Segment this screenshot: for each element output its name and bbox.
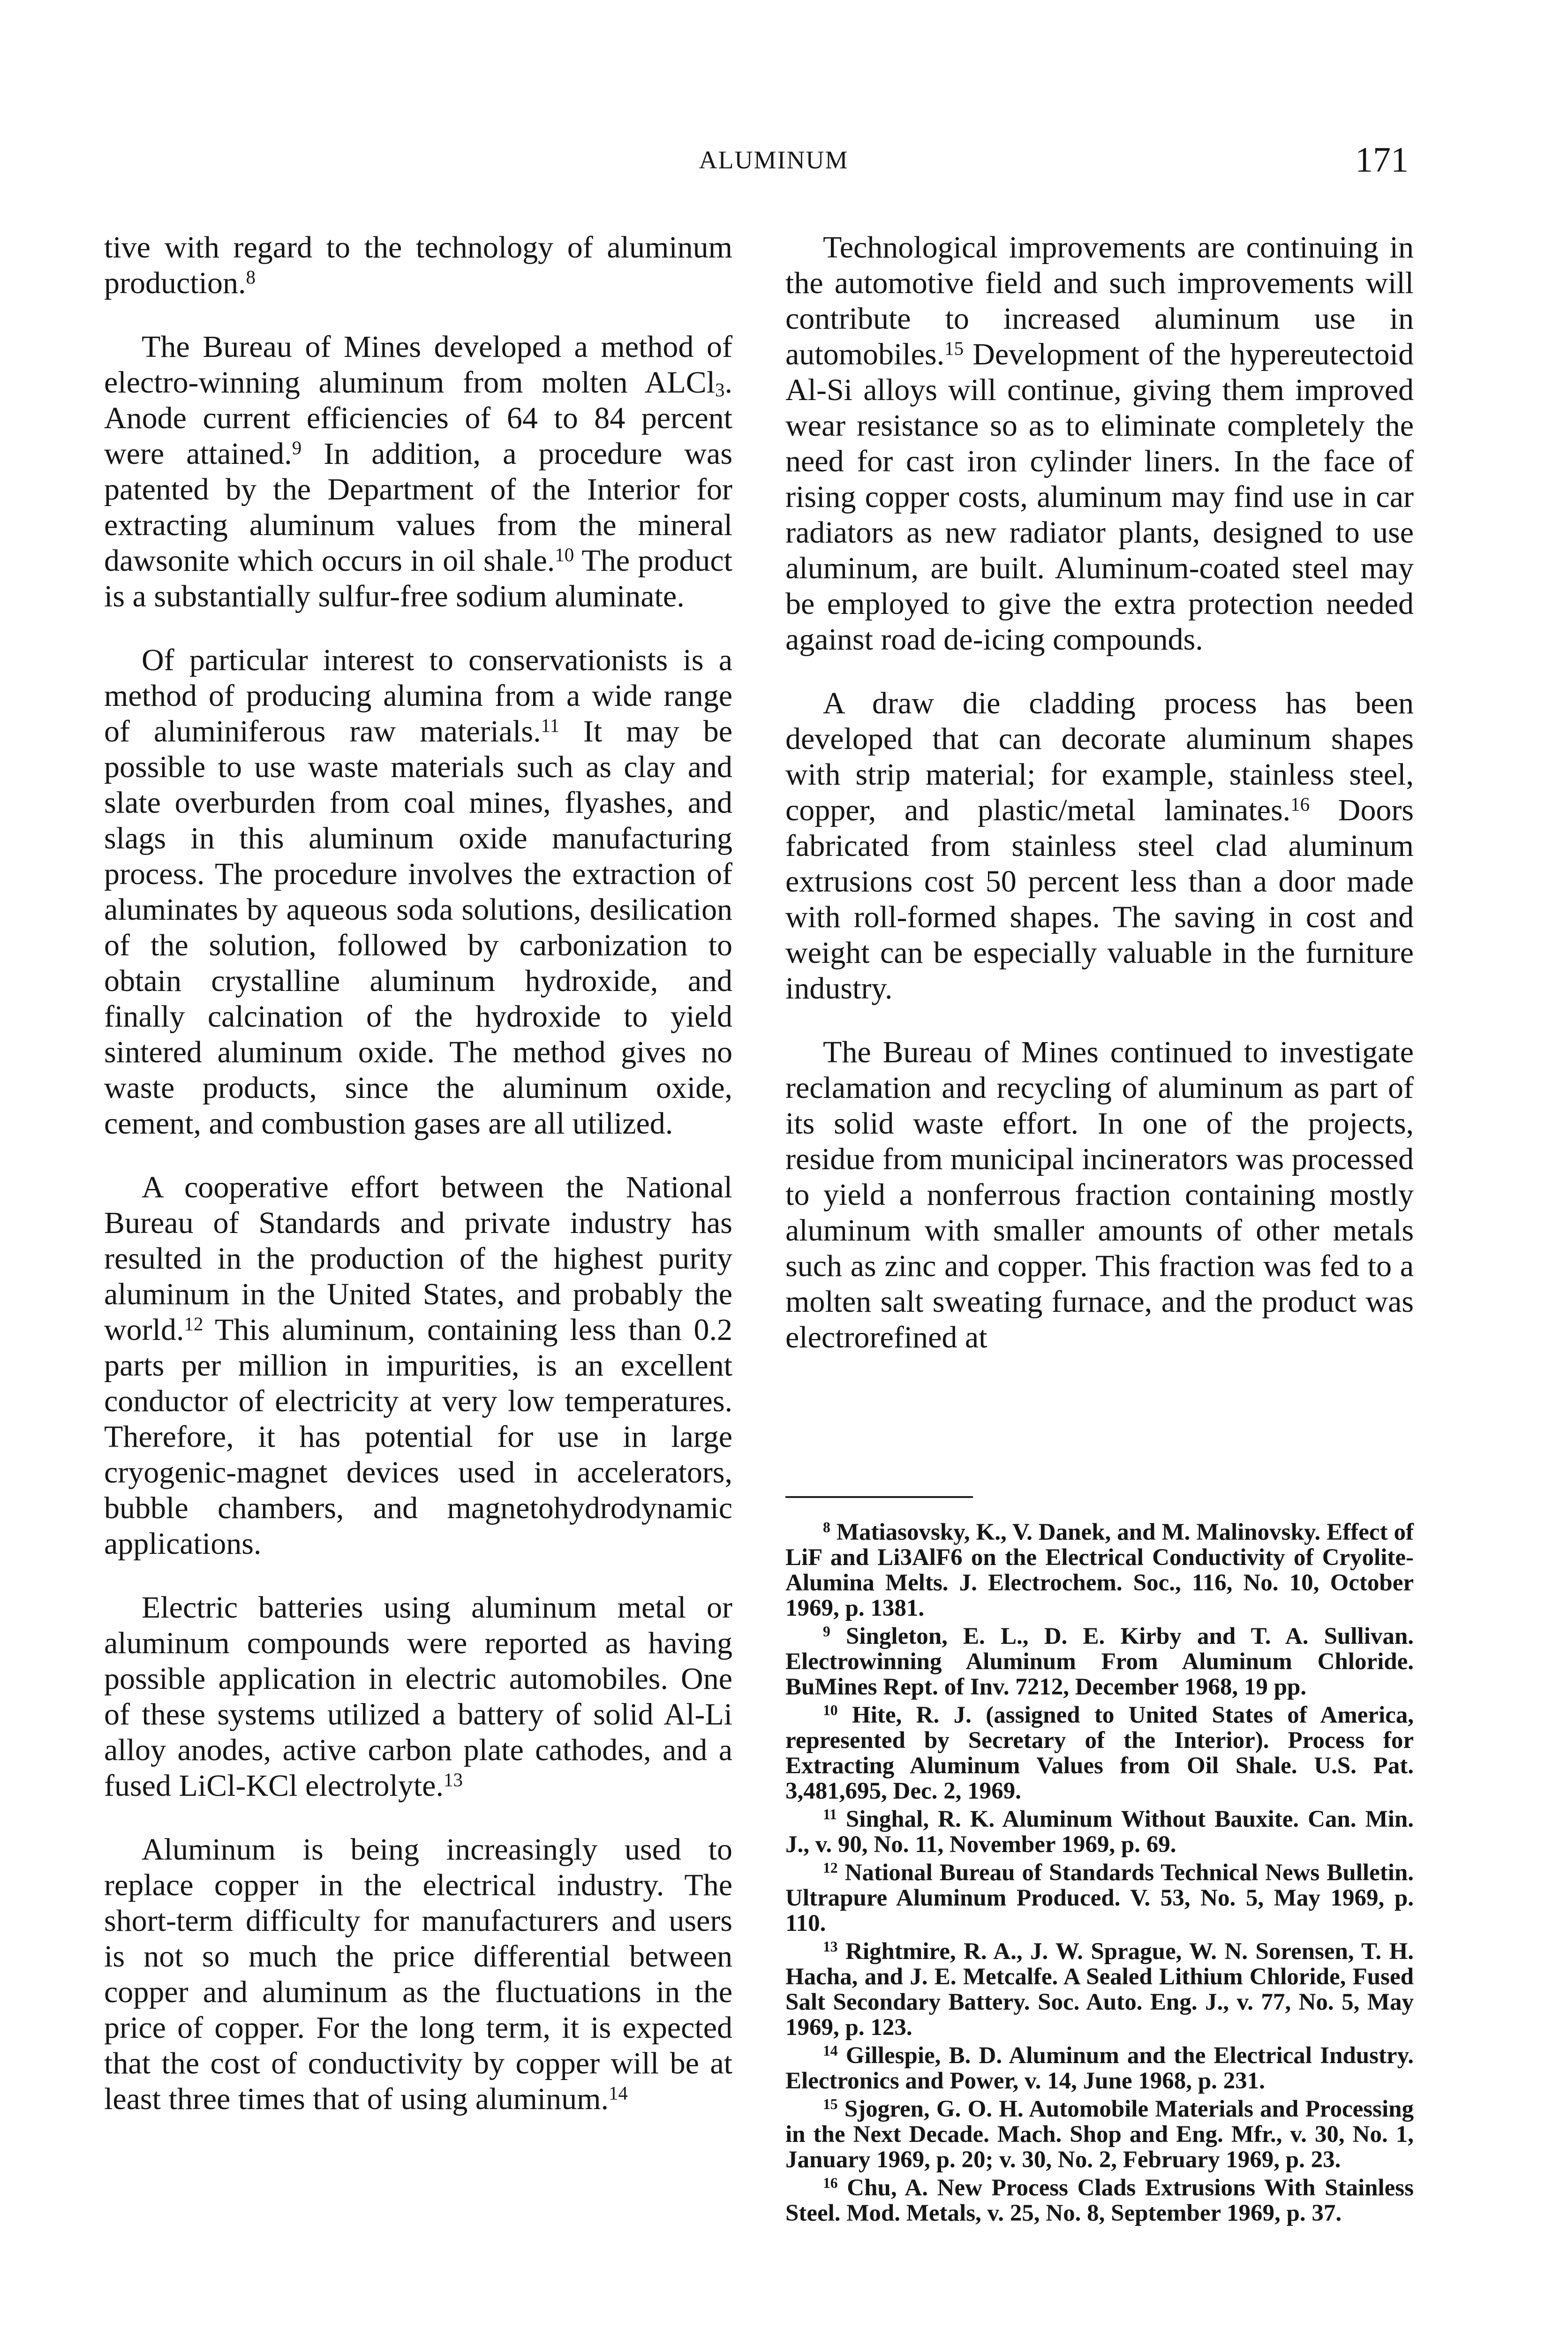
footnote: $^{16}$ Chu, A. New Process Clads Extrusions With Stainless Steel. Mod. Metals, v. 25, No. 8, September 1969, p. 37. [785,2175,1414,2226]
footnote-ref: 13 [443,1769,463,1791]
paragraph: Of particular interest to conservationists is a method of producing alumina from a wide range of aluminiferous raw materials.$^{11}$ It may be possible to use waste materials such as clay and slate overburden from coal mines, flyashes, and slags in this aluminum oxide manufacturing process. The procedure involves the extraction of aluminates by aqueous soda solutions, desilication of the solution, followed by carbonization to obtain crystalline aluminum hydroxide, and finally calcination of the hydroxide to yield sintered aluminum oxide. The method gives no waste products, since the aluminum oxide, cement, and combustion gases are all utilized. [104,643,732,1141]
footnote-divider [785,1496,973,1498]
running-header: ALUMINUM [699,146,849,174]
paragraph: A draw die cladding process has been developed that can decorate aluminum shapes with strip material; for example, stainless steel, copper, and plastic/metal laminates.$^{16}$ Doors fabricated from stainless steel clad aluminum extrusions cost 50 percent less than a door made with roll-formed shapes. The saving in cost and weight can be especially valuable in the furniture industry. [785,686,1414,1006]
footnote: $^{14}$ Gillespie, B. D. Aluminum and the Electrical Industry. Electronics and Power, v. 14, June 1968, p. 231. [785,2042,1414,2094]
footnote-ref: 12 [184,1313,204,1335]
paragraph: tive with regard to the technology of aluminum production.$^8$ [104,230,732,300]
footnote-ref: 11 [541,715,560,736]
page-number: 171 [1355,140,1409,180]
paragraph: Electric batteries using aluminum metal or aluminum compounds were reported as having possible application in electric automobiles. One of these systems utilized a battery of solid Al-Li alloy anodes, active carbon plate cathodes, and a fused LiCl-KCl electrolyte.$^{13}$ [104,1590,732,1803]
footnote-ref: 15 [944,338,964,359]
footnote: $^9$ Singleton, E. L., D. E. Kirby and T. A. Sullivan. Electrowinning Aluminum From Aluminum Chloride. BuMines Rept. of Inv. 7212, December 1968, 19 pp. [785,1623,1414,1700]
footnote-ref: 9 [292,437,302,459]
right-column [785,230,1414,1384]
footnote: $^{10}$ Hite, R. J. (assigned to United States of America, represented by Secretary of the Interior). Process for Extracting Aluminum Values from Oil Shale. U.S. Pat. 3,481,695, Dec. 2, 1969. [785,1702,1414,1804]
paragraph: The Bureau of Mines continued to investigate reclamation and recycling of aluminum as part of its solid waste effort. In one of the projects, residue from municipal incinerators was processed to yield a nonferrous fraction containing mostly aluminum with smaller amounts of other metals such as zinc and copper. This fraction was fed to a molten salt sweating furnace, and the product was electrorefined at [785,1035,1414,1354]
footnote-ref: 8 [246,266,256,288]
footnote: $^8$ Matiasovsky, K., V. Danek, and M. Malinovsky. Effect of LiF and Li3AlF6 on the Electrical Conductivity of Cryolite-Alumina Melts. J. Electrochem. Soc., 116, No. 10, October 1969, p. 1381. [785,1519,1414,1621]
paragraph: A cooperative effort between the National Bureau of Standards and private industry has resulted in the production of the highest purity aluminum in the United States, and probably the world.$^{12}$ This aluminum, containing less than 0.2 parts per million in impurities, is an excellent conductor of electricity at very low temperatures. Therefore, it has potential for use in large cryogenic-magnet devices used in accelerators, bubble chambers, and magnetohydrodynamic applications. [104,1170,732,1561]
paragraph: Aluminum is being increasingly used to replace copper in the electrical industry. The short-term difficulty for manufacturers and users is not so much the price differential between copper and aluminum as the fluctuations in the price of copper. For the long term, it is expected that the cost of conductivity by copper will be at least three times that of using aluminum.$^{14}$ [104,1832,732,2116]
footnote-ref: 10 [555,544,574,566]
footnote: $^{12}$ National Bureau of Standards Technical News Bulletin. Ultrapure Aluminum Produced. V. 53, No. 5, May 1969, p. 110. [785,1860,1414,1937]
left-column [104,230,732,2145]
footnote: $^{13}$ Rightmire, R. A., J. W. Sprague, W. N. Sorensen, T. H. Hacha, and J. E. Metcalfe. A Sealed Lithium Chloride, Fused Salt Secondary Battery. Soc. Auto. Eng. J., v. 77, No. 5, May 1969, p. 123. [785,1938,1414,2041]
footnotes [785,1520,1414,2229]
footnote-ref: 16 [1290,794,1310,815]
footnote: $^{11}$ Singhal, R. K. Aluminum Without Bauxite. Can. Min. J., v. 90, No. 11, November 1969, p. 69. [785,1806,1414,1858]
footnote: $^{15}$ Sjogren, G. O. H. Automobile Materials and Processing in the Next Decade. Mach. Shop and Eng. Mfr., v. 30, No. 1, January 1969, p. 20; v. 30, No. 2, February 1969, p. 23. [785,2096,1414,2173]
footnote-ref: 14 [608,2082,628,2104]
paragraph: Technological improvements are continuing in the automotive field and such improvements will contribute to increased aluminum use in automobiles.$^{15}$ Development of the hypereutectoid Al-Si alloys will continue, giving them improved wear resistance so as to eliminate completely the need for cast iron cylinder liners. In the face of rising copper costs, aluminum may find use in car radiators as new radiator plants, designed to use aluminum, are built. Aluminum-coated steel may be employed to give the extra protection needed against road de-icing compounds. [785,230,1414,657]
paragraph: The Bureau of Mines developed a method of electro-winning aluminum from molten ALCl$_3$. Anode current efficiencies of 64 to 84 percent were attained.$^9$ In addition, a procedure was patented by the Department of the Interior for extracting aluminum values from the mineral dawsonite which occurs in oil shale.$^{10}$ The product is a substantially sulfur-free sodium aluminate. [104,330,732,613]
